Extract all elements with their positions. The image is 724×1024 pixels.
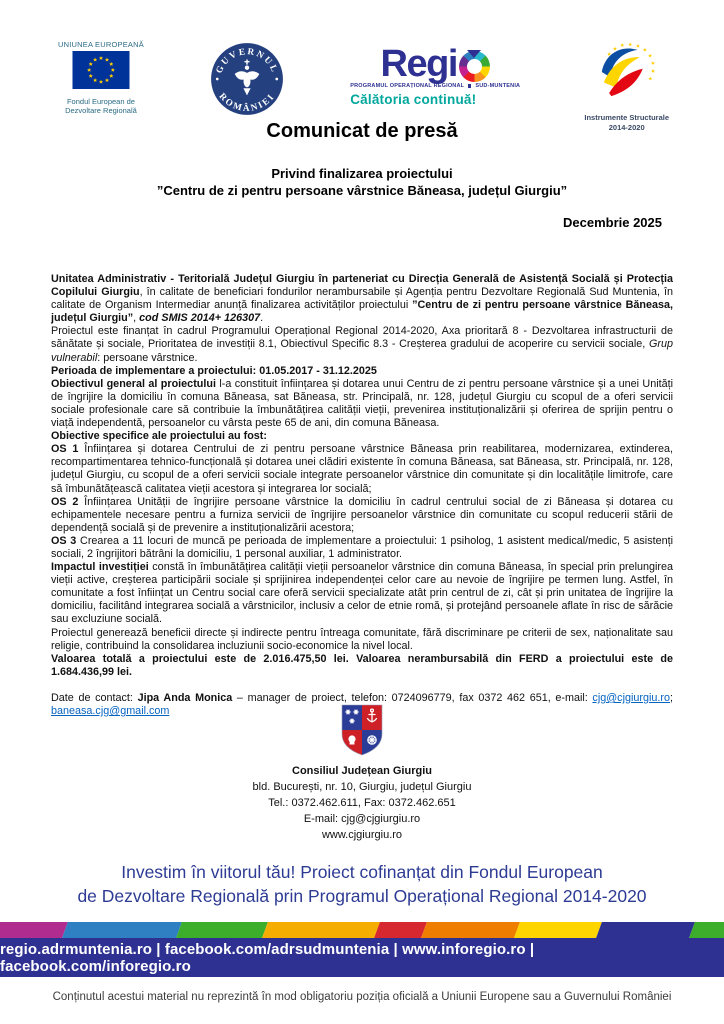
- text-segment: OS 3: [51, 534, 77, 547]
- government-logo: [208, 40, 286, 123]
- instr-label-line1: Instrumente Structurale: [584, 113, 669, 122]
- regio-logo: [350, 43, 521, 107]
- body-paragraph: [51, 496, 673, 535]
- rainbow-segment: [514, 922, 602, 938]
- address-block: [0, 763, 724, 843]
- rainbow-segment: [374, 922, 427, 938]
- rainbow-segment: [62, 922, 182, 938]
- text-segment: , în calitate de beneficiari fondurilor nerambursabile și Agenția pentru Dezvoltare Regională Sud Muntenia, în calitate de Organism Intermediar anunță finalizarea activităților proiectului: [51, 286, 673, 312]
- text-segment: Înființarea și dotarea Centrului de zi pentru persoane vârstnice Băneasa prin reabilitarea, modernizarea, extinderea, recompartimentarea tehnico-funcțională și dotarea unei clădiri existente în comuna Băneasa, sat Băneasa, str. Principală, nr. 128, județul Giurgiu, cu scopul de a oferi servicii sociale integrate persoanelor vârstnice din comunitate și din localitățile limitrofe, care să îmbunătățească calitatea vieții acestora și integrarea lor socială;: [51, 443, 673, 495]
- text-segment: – manager de proiect, telefon: 0724096779, fax 0372 462 651, e-mail:: [232, 691, 593, 704]
- text-segment: Obiectivul general al proiectului: [51, 377, 216, 390]
- subtitle-line2: ”Centru de zi pentru persoane vârstnice Băneasa, județul Giurgiu”: [156, 183, 568, 198]
- rainbow-segment: [421, 922, 520, 938]
- text-segment: OS 1: [51, 443, 79, 456]
- eu-logo-title: UNIUNEA EUROPEANĂ: [58, 40, 144, 49]
- text-segment: Obiective specifice ale proiectului au fost:: [51, 430, 268, 443]
- text-segment: ;: [670, 691, 673, 704]
- text-segment: Valoarea totală a proiectului este de 2.016.475,50 lei. Valoarea nerambursabilă din FERD a proiectului este de 1.684.436,99 lei.: [51, 652, 673, 678]
- regio-program-line: [350, 83, 520, 89]
- text-segment: Impactul investiției: [51, 561, 149, 574]
- giurgiu-coat-of-arms-icon: [340, 704, 384, 756]
- text-segment: Proiectul generează beneficii directe și indirecte pentru întreaga comunitate, fără discriminare pe criterii de sex, naționalitate sau religie, contribuind la consolidarea incluziunii socio-economice la nivel local.: [51, 626, 673, 652]
- eu-fund-line2: Dezvoltare Regională: [65, 106, 137, 116]
- eu-logo: [58, 40, 144, 116]
- body-text: [51, 273, 673, 725]
- instr-label-line2: 2014-2020: [608, 122, 645, 132]
- org-email: E-mail: cjg@cjgiurgiu.ro: [303, 813, 421, 825]
- body-paragraph: [51, 273, 673, 325]
- structural-instruments-logo: [584, 40, 669, 133]
- text-segment: Grup vulnerabil: [51, 338, 673, 364]
- links-bar: regio.adrmuntenia.ro | facebook.com/adrsudmuntenia | www.inforegio.ro | facebook.com/inforegio.ro: [0, 938, 724, 977]
- eu-fund-line1: Fondul European de: [66, 97, 135, 106]
- regio-program-label: PROGRAMUL OPERAȚIONAL REGIONAL: [350, 83, 465, 89]
- text-segment: ”Centru de zi pentru persoane vârstnice Băneasa, județul Giurgiu”: [51, 299, 673, 325]
- rainbow-bar-inner: [0, 922, 724, 938]
- body-paragraph: [51, 325, 673, 364]
- regio-wordmark-text: Regi: [380, 43, 457, 85]
- text-segment: cod SMIS 2014+ 126307: [139, 312, 261, 325]
- structural-instruments-icon: [585, 40, 669, 106]
- body-paragraph: [51, 430, 673, 443]
- org-address: bld. București, nr. 10, Giurgiu, județul Giurgiu: [252, 781, 472, 793]
- date-label: Decembrie 2025: [562, 215, 662, 230]
- body-paragraph: [51, 443, 673, 495]
- regio-square-icon: [468, 84, 471, 88]
- regio-wordmark: [350, 43, 520, 85]
- text-segment: Unitatea Administrativ - Teritorială Județul Giurgiu în parteneriat cu Direcția Generală de Asistență Socială și Protecția Copilului Giurgiu: [51, 273, 673, 299]
- rainbow-segment: [596, 922, 695, 938]
- rainbow-bar: [0, 922, 724, 938]
- text-segment: Date de contact:: [51, 691, 138, 704]
- eu-logo-subtitle: [58, 97, 144, 116]
- org-name: Consiliul Județean Giurgiu: [292, 765, 432, 777]
- funding-slogan: [0, 860, 724, 908]
- regio-tagline: Călătoria continuă!: [350, 92, 477, 107]
- subtitle-line1: Privind finalizarea proiectului: [271, 166, 453, 181]
- text-segment: l-a constituit înființarea și dotarea unui Centru de zi pentru persoane vârstnice și a unei Unități de îngrijire la domiciliu în comuna Băneasa, sat Băneasa, str. Principală, nr. 128, județul Giurgiu cu scopul de a oferi servicii sociale profesionale care să contribuie la îmbunătățirea calității vieții, prevenirea instituționalizării și oferirea de sprijin pentru o viață independentă, persoanelor cu vârsta peste 65 de ani, din comuna Băneasa.: [51, 377, 673, 430]
- page-subtitle: [0, 165, 724, 199]
- body-paragraph: [51, 653, 673, 679]
- email-link[interactable]: baneasa.cjg@gmail.com: [51, 705, 170, 717]
- text-segment: : persoane vârstnice.: [97, 351, 198, 364]
- text-segment: constă în îmbunătățirea calității vieții persoanelor vârstnice din comuna Băneasa, în special prin prelungirea vieții active, creșterea participării sociale și sprijinirea independenței celor care au nevoie de îngrijire pe termen lung. Astfel, în comunitate a fost înființat un Centru social care oferă servicii specializate atât prin centrul de zi, cât și prin unitatea de îngrijire la domiciliu, facilitând integrarea socială a vârstnicilor, inclusiv a celor de etnie romă, și protejând persoanele aflate în risc de sărăcie sau excluziune socială.: [51, 561, 673, 626]
- slogan-line2: de Dezvoltare Regională prin Programul Operațional Regional 2014-2020: [77, 886, 647, 906]
- government-seal-icon: [208, 40, 286, 118]
- slogan-line1: Investim în viitorul tău! Proiect cofinanțat din Fondul European: [121, 862, 603, 882]
- regio-color-wheel-icon: [459, 51, 490, 82]
- body-paragraph: [51, 378, 673, 430]
- wheel-icon: [368, 736, 376, 744]
- rainbow-segment: [689, 922, 724, 938]
- body-paragraph: [51, 627, 673, 653]
- page-title: Comunicat de presă: [266, 120, 458, 142]
- org-website: www.cjgiurgiu.ro: [321, 829, 403, 841]
- rainbow-segment: [0, 922, 68, 938]
- text-segment: Înființarea Unității de îngrijire persoane vârstnice la domiciliu în cadrul centrului social de zi Băneasa și dotarea cu echipamentele necesare pentru a furniza servicii de îngrijire persoanelor vârstnice din comunitate cu scopul reducerii stării de dependență socială și de prevenire a instituționalizării acestora;: [51, 495, 673, 534]
- body-paragraph: [51, 365, 673, 378]
- gov-seal-text-bottom: ROMÂNIEI: [217, 90, 277, 113]
- crest-wrap: [0, 704, 724, 761]
- eu-flag-icon: [72, 51, 130, 89]
- body-paragraph: [51, 561, 673, 626]
- gov-seal-text-top: GUVERNUL: [213, 46, 281, 75]
- disclaimer-text: Conținutul acestui material nu reprezintă în mod obligatoriu poziția oficială a Uniunii Europene sau a Guvernului României: [52, 991, 672, 1003]
- structural-instruments-label: [584, 113, 669, 133]
- email-link[interactable]: cjg@cjgiurgiu.ro: [592, 691, 670, 704]
- text-segment: .: [260, 312, 264, 325]
- text-segment: Perioada de implementare a proiectului: 01.05.2017 - 31.12.2025: [51, 364, 377, 377]
- text-segment: ,: [133, 312, 140, 325]
- text-segment: OS 2: [51, 495, 79, 508]
- text-segment: Jipa Anda Monica: [137, 691, 233, 704]
- text-segment: Proiectul este finanțat în cadrul Programului Operațional Regional 2014-2020, Axa prioritară 8 - Dezvoltarea infrastructurii de sănătate și sociale, Prioritatea de investiții 8.1, Obiectivul Specific 8.3 - Creșterea gradului de acoperire cu servicii sociale,: [51, 325, 673, 351]
- rainbow-segment: [176, 922, 268, 938]
- rainbow-segment: [262, 922, 380, 938]
- org-phone: Tel.: 0372.462.611, Fax: 0372.462.651: [268, 797, 456, 809]
- regio-region-label: SUD-MUNTENIA: [475, 83, 521, 89]
- body-paragraph: [51, 535, 673, 561]
- text-segment: Crearea a 11 locuri de muncă pe perioada de implementare a proiectului: 1 psiholog, 1 asistent medical/medic, 5 asistenți sociali, 2 îngrijitori bătrâni la domiciliu, 1 personal auxiliar, 1 administrator.: [51, 534, 673, 560]
